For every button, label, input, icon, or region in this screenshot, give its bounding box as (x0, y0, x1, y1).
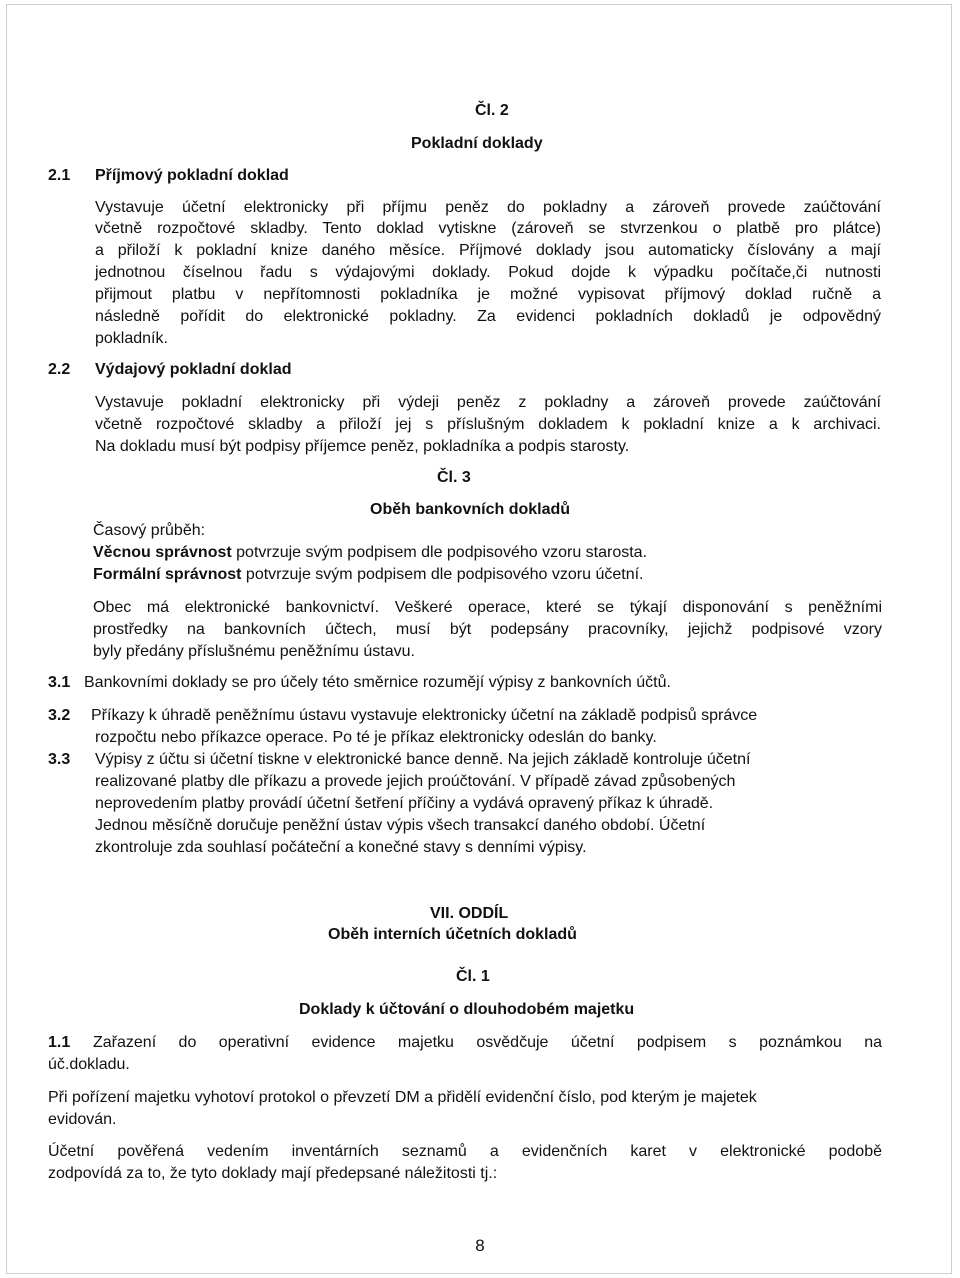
p11-line-1: Zařazení do operativní evidence majetku osvědčuje účetní podpisem s poznámkou na (93, 1034, 882, 1051)
cl2-heading: Čl. 2 (475, 102, 509, 119)
p32-number: 3.2 (48, 707, 71, 724)
vecna-spravnost-line (93, 542, 647, 563)
s21-title: Příjmový pokladní doklad (95, 167, 289, 184)
cl1-heading: Čl. 1 (456, 968, 490, 985)
cl2-title: Pokladní doklady (411, 135, 543, 152)
formalni-spravnost-text: potvrzuje svým podpisem dle podpisového vzoru účetní. (241, 566, 644, 583)
prizeni-line-1: Při pořízení majetku vyhotoví protokol o převzetí DM a přidělí evidenční číslo, pod kterým je majetek (48, 1089, 757, 1106)
obec-line-3: byly předány příslušnému peněžnímu ústavu. (93, 643, 415, 660)
timeline-label: Časový průběh: (93, 522, 206, 539)
p33-line-1: Výpisy z účtu si účetní tiskne v elektronické bance denně. Na jejich základě kontroluje účetní (95, 751, 751, 768)
cl3-title: Oběh bankovních dokladů (370, 501, 571, 518)
ucetni-line-1: Účetní pověřená vedením inventárních seznamů a evidenčních karet v elektronické podobě (48, 1143, 882, 1160)
s22-title: Výdajový pokladní doklad (95, 361, 292, 378)
s22-line-2: včetně rozpočtové skladby a přiloží jej s příslušným dokladem k pokladní knize a k archivaci. (95, 416, 881, 433)
s21-line-3: a přiloží k pokladní knize daného měsíce. Příjmové doklady jsou automaticky číslovány a mají (95, 242, 881, 259)
oddil-title: Oběh interních účetních dokladů (328, 926, 577, 943)
s21-line-6: následně pořídit do elektronické pokladny. Za evidenci pokladních dokladů je odpovědný (95, 308, 881, 325)
p33-number: 3.3 (48, 751, 71, 768)
s21-line-1: Vystavuje účetní elektronicky při příjmu peněz do pokladny a zároveň provede zaúčtování (95, 199, 881, 216)
obec-line-2: prostředky na bankovních účtech, musí být podepsány pracovníky, jejichž podpisové vzory (93, 621, 882, 638)
oddil-heading: VII. ODDÍL (430, 905, 509, 922)
s22-line-1: Vystavuje pokladní elektronicky při výdeji peněz z pokladny a zároveň provede zaúčtování (95, 394, 881, 411)
cl1-title: Doklady k účtování o dlouhodobém majetku (299, 1001, 635, 1018)
s21-line-2: včetně rozpočtové skladby. Tento doklad vytiskne (zároveň se stvrzenkou o platbě pro plátce) (95, 220, 881, 237)
p31-number: 3.1 (48, 674, 71, 691)
vecna-spravnost-term: Věcnou správnost (93, 544, 232, 561)
s21-line-5: přijmout platbu v nepřítomnosti pokladníka je možné vypisovat příjmový doklad ručně a (95, 286, 881, 303)
p33-line-5: zkontroluje zda souhlasí počáteční a konečné stavy s denními výpisy. (95, 839, 587, 856)
vecna-spravnost-text: potvrzuje svým podpisem dle podpisového vzoru starosta. (231, 544, 648, 561)
p11-line-2: úč.dokladu. (48, 1056, 130, 1073)
s22-number: 2.2 (48, 361, 71, 378)
s21-line-4: jednotnou číselnou řadu s výdajovými doklady. Pokud dojde k výpadku počítače,či nutnosti (95, 264, 881, 281)
formalni-spravnost-line (93, 564, 643, 585)
p33-line-2: realizované platby dle příkazu a provede jejich proúčtování. V případě závad způsobených (95, 773, 736, 790)
s21-line-7: pokladník. (95, 330, 168, 347)
ucetni-line-2: zodpovídá za to, že tyto doklady mají předepsané náležitosti tj.: (48, 1165, 498, 1182)
p31-text: Bankovními doklady se pro účely této směrnice rozumějí výpisy z bankovních účtů. (84, 674, 671, 691)
p32-line-2: rozpočtu nebo příkazce operace. Po té je příkaz elektronicky odeslán do banky. (95, 729, 657, 746)
cl3-heading: Čl. 3 (437, 469, 471, 486)
s22-line-3: Na dokladu musí být podpisy příjemce peněz, pokladníka a podpis starosty. (95, 438, 630, 455)
prizeni-line-2: evidován. (48, 1111, 117, 1128)
obec-line-1: Obec má elektronické bankovnictví. Veškeré operace, které se týkají disponování s peněžními (93, 599, 882, 616)
formalni-spravnost-term: Formální správnost (93, 566, 242, 583)
p32-line-1: Příkazy k úhradě peněžnímu ústavu vystavuje elektronicky účetní na základě podpisů správce (91, 707, 758, 724)
p33-line-4: Jednou měsíčně doručuje peněžní ústav výpis všech transakcí daného období. Účetní (95, 817, 706, 834)
p33-line-3: neprovedením platby provádí účetní šetření příčiny a vydává opravený příkaz k úhradě. (95, 795, 714, 812)
s21-number: 2.1 (48, 167, 71, 184)
p11-number: 1.1 (48, 1034, 71, 1051)
page-number: 8 (475, 1236, 485, 1255)
